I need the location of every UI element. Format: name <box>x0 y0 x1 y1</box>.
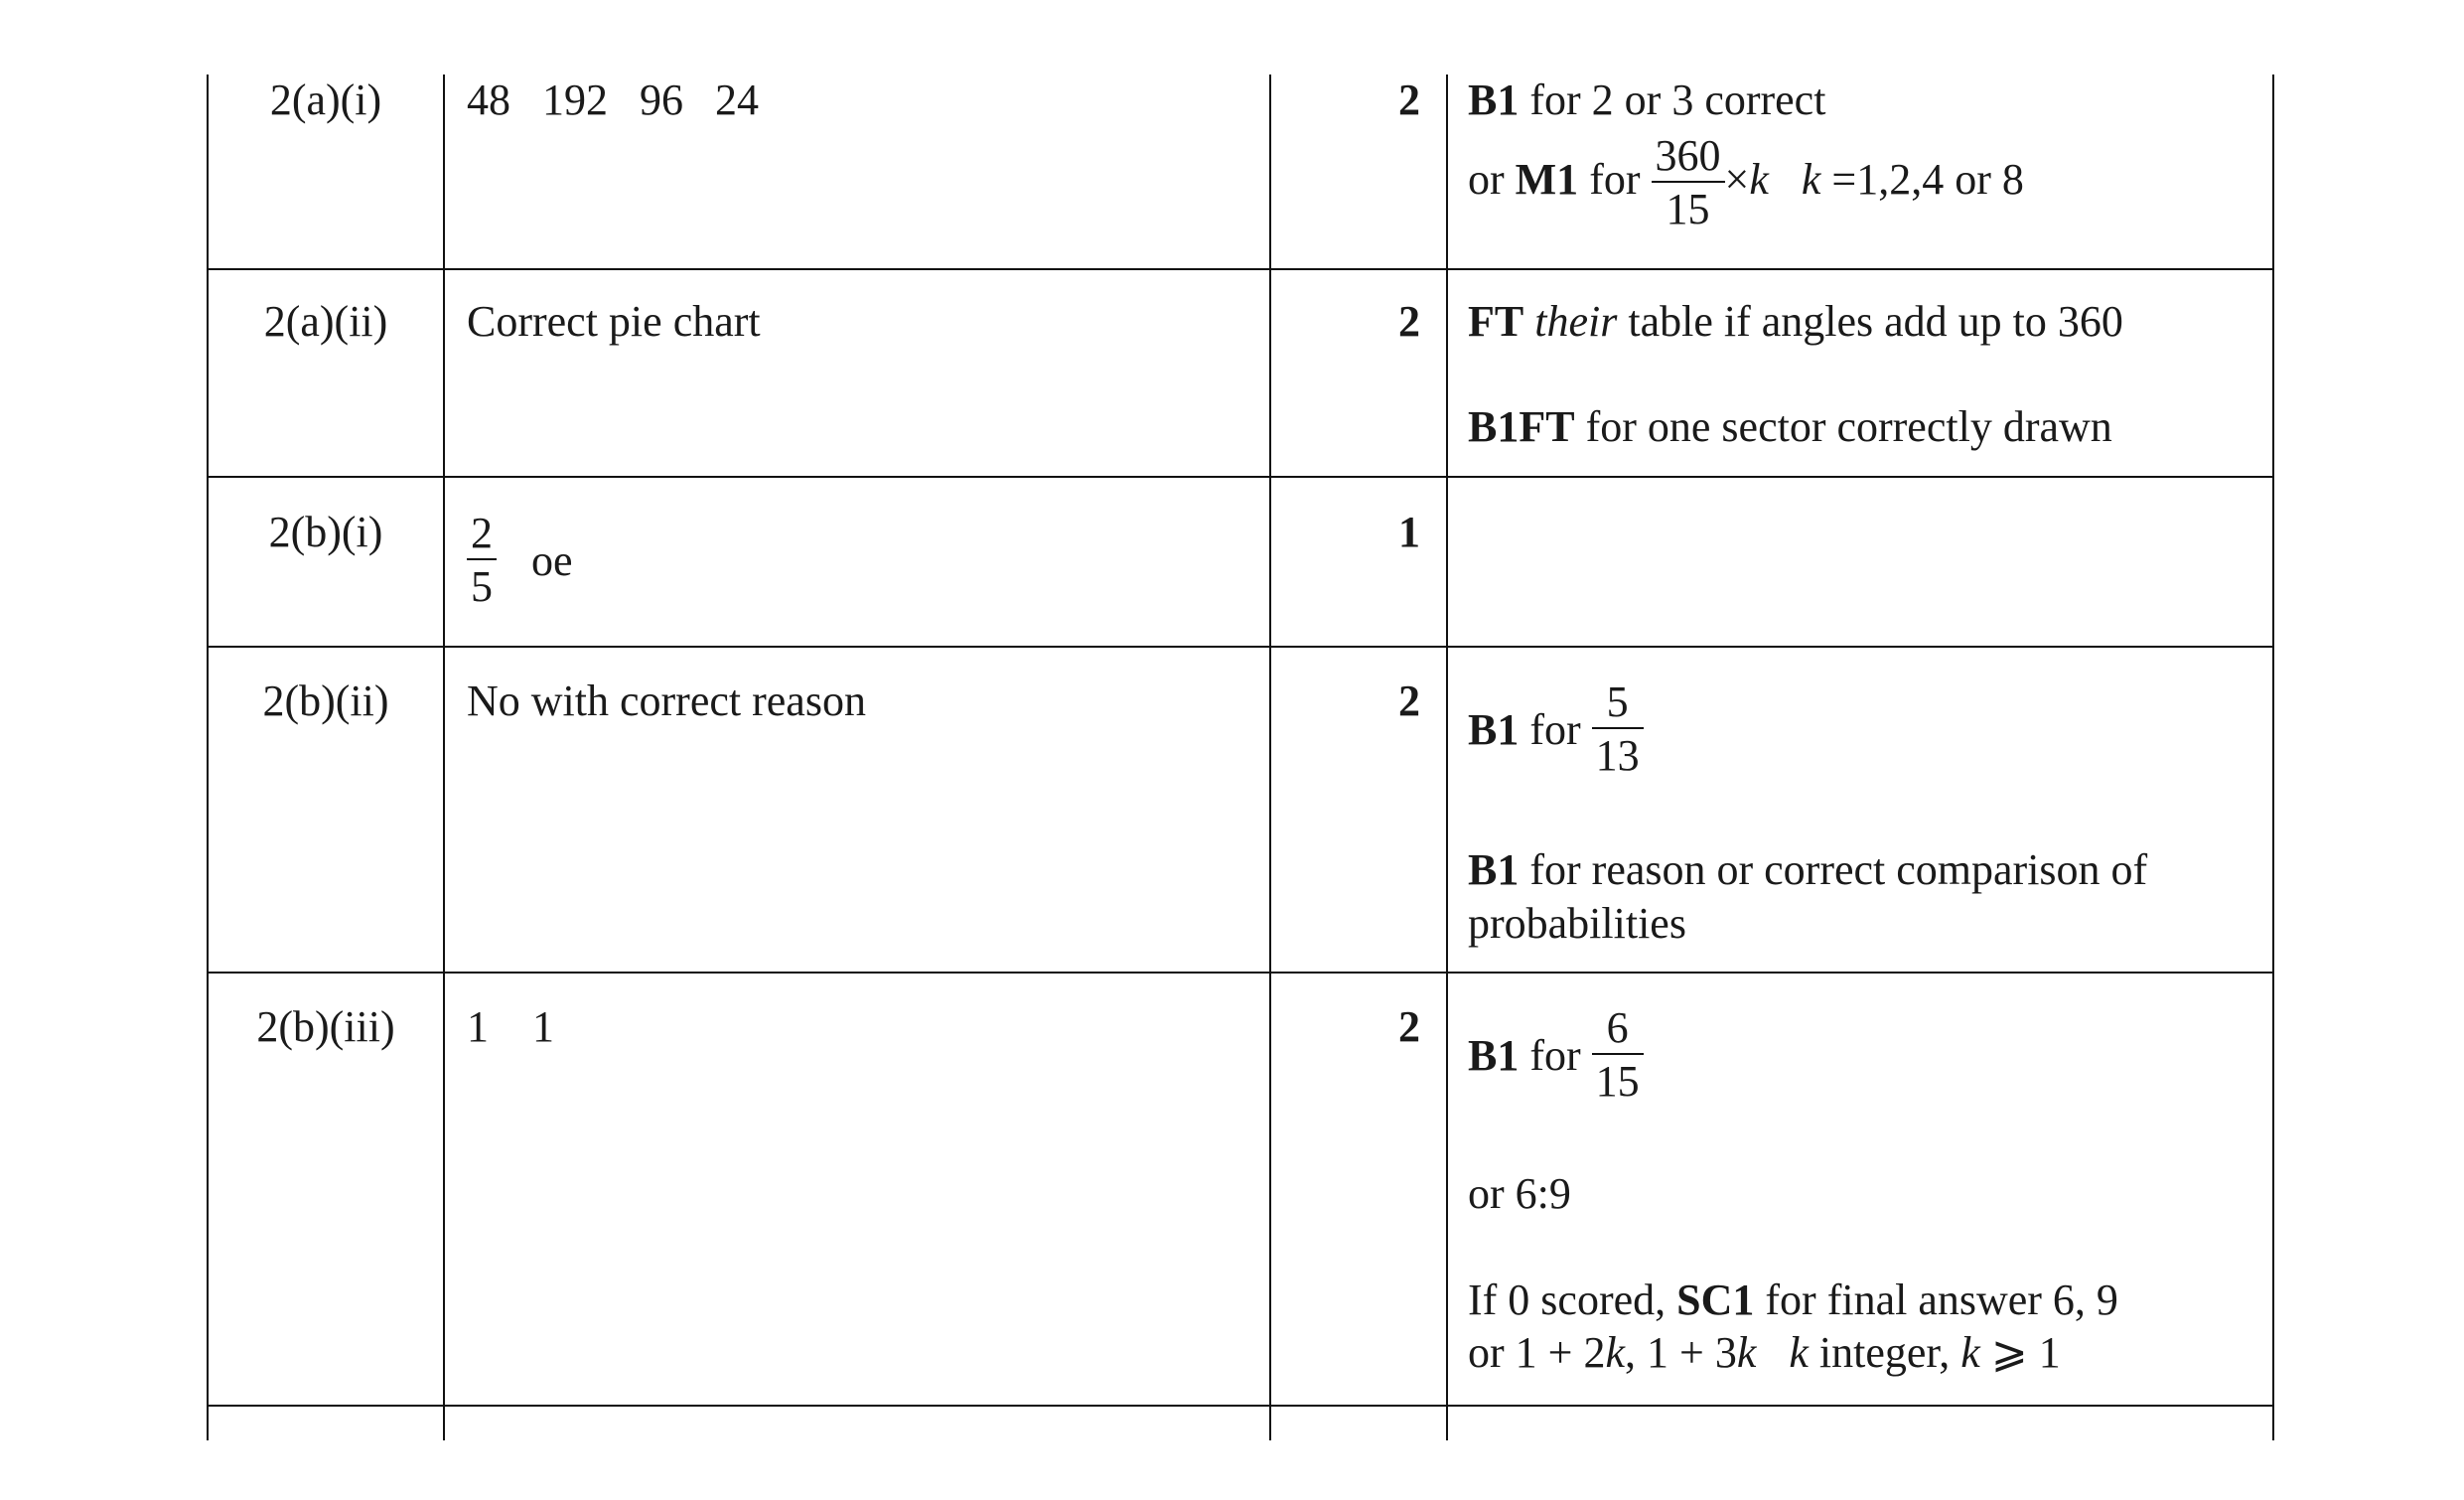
row-divider-1 <box>207 268 2274 270</box>
guidance-line: B1 for $\frac{5}{13}$ <box>1468 677 1644 783</box>
answer-value: 24 <box>715 75 759 124</box>
fraction: $\frac{6}{15}$ <box>1592 1003 1644 1109</box>
row-divider-4 <box>207 972 2274 974</box>
column-divider-3 <box>1446 75 1448 1440</box>
fraction: $\frac{2}{5}$ <box>467 509 497 614</box>
guidance-line: or 1 + 2k, 1 + 3k k integer, k ⩾ 1 <box>1468 1328 2061 1377</box>
column-divider-2 <box>1269 75 1271 1440</box>
marks-value: 1 <box>1398 508 1420 556</box>
guidance-line: B1 for reason or correct comparison of <box>1468 845 2148 894</box>
marks-value: 2 <box>1398 676 1420 725</box>
guidance-line: or 6:9 <box>1468 1169 1571 1218</box>
guidance-line: B1 for $\frac{6}{15}$ <box>1468 1003 1644 1109</box>
answer-value: 48 <box>467 75 510 124</box>
table-border-left <box>207 75 209 1440</box>
marks-value: 2 <box>1398 75 1420 124</box>
marks-value: 2 <box>1398 297 1420 346</box>
row-divider-3 <box>207 646 2274 648</box>
row-divider-2 <box>207 476 2274 478</box>
answer-value: 1 <box>532 1002 554 1051</box>
answer-cell <box>467 1001 554 1053</box>
answer-value: 192 <box>542 75 608 124</box>
column-divider-1 <box>443 75 445 1440</box>
question-part: 2(a)(i) <box>269 75 382 124</box>
row-divider-5 <box>207 1405 2274 1407</box>
table-border-right <box>2272 75 2274 1440</box>
answer-cell <box>467 75 759 126</box>
answer-value: 1 <box>467 1002 489 1051</box>
answer-cell: $\frac{2}{5}$ oe <box>467 509 573 614</box>
marks-value: 2 <box>1398 1002 1420 1051</box>
guidance-line: If 0 scored, SC1 for final answer 6, 9 <box>1468 1275 2118 1324</box>
question-part: 2(a)(ii) <box>263 297 388 346</box>
guidance-line: B1 for 2 or 3 correct <box>1468 75 1826 124</box>
question-part: 2(b)(i) <box>268 508 383 556</box>
answer-cell: Correct pie chart <box>467 297 761 346</box>
answer-value: 96 <box>640 75 683 124</box>
question-part: 2(b)(ii) <box>262 676 389 725</box>
answer-cell: No with correct reason <box>467 676 866 725</box>
fraction: $\frac{360}{15}$ <box>1652 131 1725 236</box>
question-part: 2(b)(iii) <box>256 1002 395 1051</box>
guidance-line: FT their table if angles add up to 360 <box>1468 297 2123 346</box>
guidance-line: probabilities <box>1468 899 1686 948</box>
fraction: $\frac{5}{13}$ <box>1592 677 1644 783</box>
guidance-line: B1FT for one sector correctly drawn <box>1468 402 2112 451</box>
guidance-line: or M1 for $\frac{360}{15}$ ×k k =1,2,4 or 8 <box>1468 131 2024 236</box>
